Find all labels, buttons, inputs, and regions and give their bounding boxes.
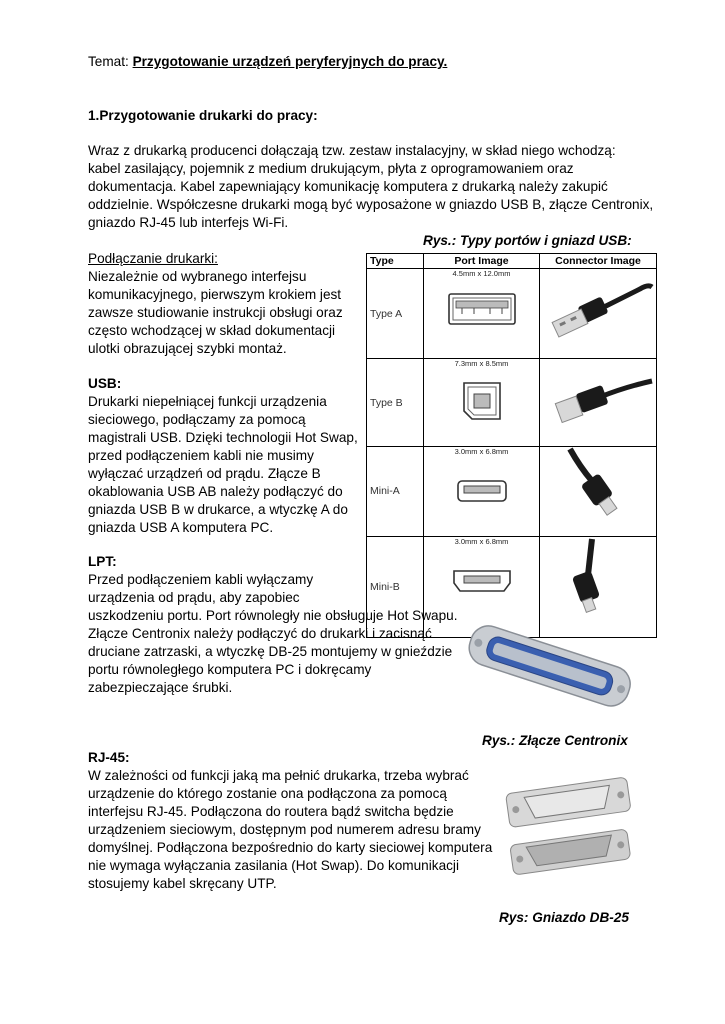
- connector-image-cell: [540, 447, 657, 536]
- usb-line: gniazda USB A komputera PC.: [88, 520, 274, 535]
- usb-types-table: [366, 253, 657, 638]
- port-dimension: 4.5mm x 12.0mm: [452, 269, 511, 278]
- intro-line: gniazdo RJ-45 lub interfejs Wi-Fi.: [88, 215, 289, 230]
- port-image-cell: [424, 269, 540, 359]
- connect-line: ulotki obrazującej szybki montaż.: [88, 341, 287, 356]
- connect-line: zawsze studiowanie instrukcji obsługi oraz: [88, 305, 343, 320]
- intro-line: dokumentacja. Kabel zapewniający komunikację komputera z drukarką należy zakupić: [88, 179, 608, 194]
- usb-b-port-icon: [424, 369, 540, 439]
- lpt-line: uszkodzeniu portu. Port równoległy nie obsługuje Hot Swapu.: [88, 608, 458, 623]
- lpt-line: druciane zatrzaski, a wtyczkę DB-25 montujemy w gnieździe: [88, 644, 453, 659]
- table-row: [367, 447, 657, 536]
- usb-type-label: Mini-B: [367, 536, 424, 637]
- table-header-row: [367, 254, 657, 269]
- rj45-heading: RJ-45:: [88, 750, 130, 765]
- centronix-connector-image: [455, 612, 645, 718]
- port-dimension: 3.0mm x 6.8mm: [454, 447, 509, 457]
- connect-line: często wchodzącej w skład dokumentacji: [88, 323, 336, 338]
- connector-image-cell: [540, 269, 657, 359]
- connector-image-cell: [540, 359, 657, 447]
- mini-a-plug-icon: [540, 447, 657, 530]
- table-row: [367, 359, 657, 447]
- rj45-line: interfejsu RJ-45. Podłączona do routera bądź switcha będzie: [88, 804, 454, 819]
- usb-line: okablowania USB AB należy podłączyć do: [88, 484, 343, 499]
- topic-line: [88, 53, 447, 71]
- port-image-cell: [424, 447, 540, 536]
- db25-caption: Rys: Gniazdo DB-25: [499, 910, 629, 925]
- rj45-line: nie wymaga wyłączania zasilania (Hot Swap). Do komunikacji: [88, 858, 459, 873]
- port-image-cell: [424, 359, 540, 447]
- topic-label: Temat:: [88, 54, 129, 69]
- connect-line: komunikacyjnego, pierwszym krokiem jest: [88, 287, 342, 302]
- port-dimension: 7.3mm x 8.5mm: [454, 359, 509, 369]
- section-heading-printer: 1.Przygotowanie drukarki do pracy:: [88, 108, 318, 123]
- table-row: [367, 269, 657, 359]
- usb-line: przed podłączeniem kabli nie musimy: [88, 448, 314, 463]
- column-header: Connector Image: [540, 254, 657, 269]
- mini-a-port-icon: [424, 457, 540, 527]
- usb-table-caption: Rys.: Typy portów i gniazd USB:: [423, 233, 632, 248]
- usb-line: gniazda USB B w drukarce, a wtyczkę A do: [88, 502, 348, 517]
- port-dimension: 3.0mm x 6.8mm: [454, 536, 509, 546]
- rj45-line: W zależności od funkcji jaką ma pełnić drukarka, trzeba wybrać: [88, 768, 469, 783]
- usb-type-label: Type A: [367, 269, 424, 359]
- lpt-line: portu równoległego komputera PC i dokręcamy: [88, 662, 372, 677]
- centronix-caption: Rys.: Złącze Centronix: [482, 733, 628, 748]
- intro-line: Wraz z drukarką producenci dołączają tzw. zestaw instalacyjny, w skład niego wchodzą:: [88, 143, 616, 158]
- db25-connector-image: [505, 775, 635, 875]
- rj45-line: stosujemy kabel skręcany UTP.: [88, 876, 277, 891]
- page-title: Przygotowanie urządzeń peryferyjnych do pracy.: [132, 54, 448, 69]
- intro-line: oddzielnie. Współczesne drukarki mogą być wyposażone w gniazdo USB B, złącze Centronix,: [88, 197, 654, 212]
- usb-line: magistrali USB. Dzięki technologii Hot Swap,: [88, 430, 358, 445]
- lpt-line: urządzenia od prądu, aby zapobiec: [88, 590, 300, 605]
- usb-line: wyłączać urządzeń od prądu. Złącze B: [88, 466, 321, 481]
- column-header: Port Image: [424, 254, 540, 269]
- rj45-line: urządzeniem sieciowym, dostępnym pod numerem adresu bramy: [88, 822, 481, 837]
- rj45-line: domyślnej. Podłączona bezpośrednio do karty sieciowej komputera: [88, 840, 493, 855]
- column-header: Type: [367, 254, 424, 269]
- lpt-heading: LPT:: [88, 554, 117, 569]
- usb-a-plug-icon: [540, 269, 657, 353]
- usb-type-label: Type B: [367, 359, 424, 447]
- connect-heading: Podłączanie drukarki:: [88, 251, 218, 266]
- lpt-line: zabezpieczające śrubki.: [88, 680, 233, 695]
- usb-b-plug-icon: [540, 359, 657, 441]
- usb-line: Drukarki niepełniącej funkcji urządzenia: [88, 394, 327, 409]
- usb-heading: USB:: [88, 376, 122, 391]
- usb-a-port-icon: [424, 279, 540, 349]
- usb-type-label: Mini-A: [367, 447, 424, 536]
- rj45-line: urządzenie do którego zostanie ona podłączona za pomocą: [88, 786, 447, 801]
- lpt-line: Przed podłączeniem kabli wyłączamy: [88, 572, 314, 587]
- intro-line: kabel zasilający, pojemnik z medium drukującym, płyta z oprogramowaniem oraz: [88, 161, 574, 176]
- connect-line: Niezależnie od wybranego interfejsu: [88, 269, 307, 284]
- lpt-line: Złącze Centronix należy podłączyć do drukarki i zacisnąć: [88, 626, 432, 641]
- usb-line: sieciowego, podłączamy za pomocą: [88, 412, 306, 427]
